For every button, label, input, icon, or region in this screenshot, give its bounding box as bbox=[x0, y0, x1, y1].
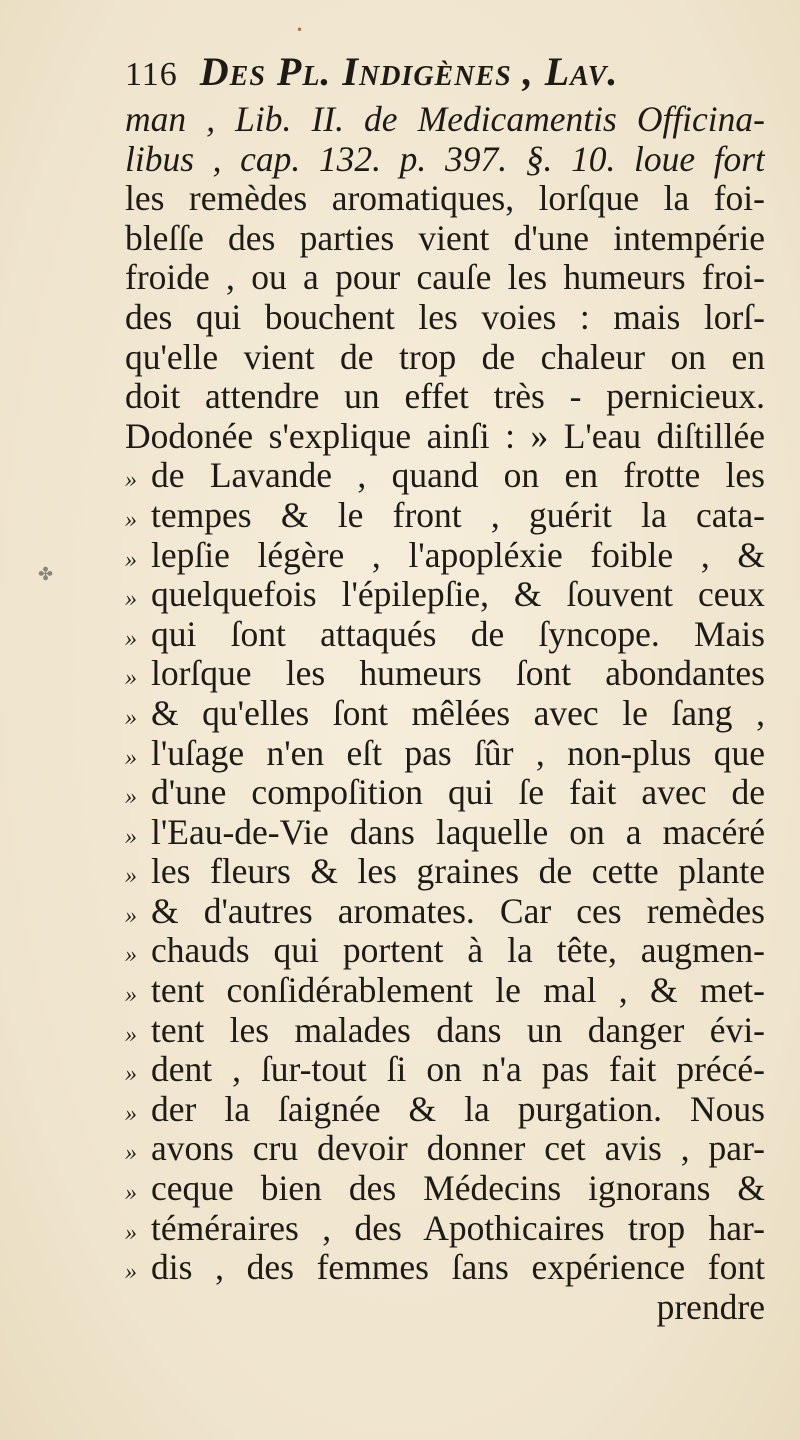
text-line bbox=[125, 179, 765, 219]
text-line bbox=[125, 1090, 765, 1130]
line-text: Dodonée s'explique ainſi : » L'eau diſtillée bbox=[125, 416, 765, 456]
quotation-mark: » bbox=[125, 823, 137, 850]
text-line bbox=[125, 773, 765, 813]
quotation-mark: » bbox=[125, 1021, 137, 1048]
ink-speck-decoration: • bbox=[296, 23, 304, 37]
quotation-mark: » bbox=[125, 586, 137, 613]
line-text: l'Eau-de-Vie dans laquelle on a macéré bbox=[151, 812, 765, 852]
quotation-mark: » bbox=[125, 982, 137, 1009]
line-text: man , Lib. II. de Medicamentis Officina- bbox=[125, 100, 765, 139]
quotation-mark: » bbox=[125, 1061, 137, 1088]
line-text: dis , des femmes ſans expérience font bbox=[151, 1248, 765, 1288]
quotation-mark: » bbox=[125, 625, 137, 652]
line-text: des qui bouchent les voies : mais lorſ- bbox=[125, 297, 765, 337]
line-text: & qu'elles ſont mêlées avec le ſang , bbox=[151, 693, 765, 733]
quotation-mark: » bbox=[125, 942, 137, 969]
text-line bbox=[125, 1129, 765, 1169]
line-text: dent , ſur-tout ſi on n'a pas fait précé- bbox=[151, 1050, 765, 1090]
quotation-mark: » bbox=[125, 1259, 137, 1286]
text-line bbox=[125, 615, 765, 655]
text-line bbox=[125, 298, 765, 338]
quotation-mark: » bbox=[125, 902, 137, 929]
quotation-mark: » bbox=[125, 506, 137, 533]
quotation-mark: » bbox=[125, 784, 137, 811]
text-line bbox=[125, 654, 765, 694]
text-line bbox=[125, 219, 765, 259]
quotation-mark: » bbox=[125, 1140, 137, 1167]
text-line bbox=[125, 1209, 765, 1249]
quotation-mark: » bbox=[125, 665, 137, 692]
line-text: d'une compoſition qui ſe fait avec de bbox=[151, 773, 765, 813]
line-text: bleſſe des parties vient d'une intempérie bbox=[125, 218, 765, 258]
text-line bbox=[125, 813, 765, 853]
quotation-mark: » bbox=[125, 1180, 137, 1207]
line-text: les remèdes aromatiques, lorſque la foi- bbox=[125, 179, 765, 219]
text-line bbox=[125, 1248, 765, 1288]
text-line bbox=[125, 338, 765, 378]
text-line bbox=[125, 892, 765, 932]
line-text: lorſque les humeurs ſont abondantes bbox=[151, 654, 765, 694]
line-text: libus , cap. 132. p. 397. §. 10. loue fort bbox=[125, 139, 765, 179]
text-line bbox=[125, 456, 765, 496]
quotation-mark: » bbox=[125, 467, 137, 494]
page-number: 116 bbox=[125, 56, 178, 93]
quotation-mark: » bbox=[125, 1219, 137, 1246]
line-text: lepſie légère , l'apopléxie foible , & bbox=[151, 535, 765, 575]
quotation-mark: » bbox=[125, 863, 137, 890]
line-text: ceque bien des Médecins ignorans & bbox=[151, 1169, 765, 1209]
quotation-mark: » bbox=[125, 704, 137, 731]
quotation-mark: » bbox=[125, 744, 137, 771]
text-line bbox=[125, 496, 765, 536]
line-text: qu'elle vient de trop de chaleur on en bbox=[125, 337, 765, 377]
text-line bbox=[125, 971, 765, 1011]
text-line bbox=[125, 1169, 765, 1209]
line-text: doit attendre un effet très - pernicieux. bbox=[125, 377, 765, 417]
text-line bbox=[125, 734, 765, 774]
line-text: tent les malades dans un danger évi- bbox=[151, 1010, 765, 1050]
text-line bbox=[125, 852, 765, 892]
text-line bbox=[125, 1011, 765, 1051]
line-text: chauds qui portent à la tête, augmen- bbox=[151, 931, 765, 971]
text-line bbox=[125, 694, 765, 734]
quotation-mark: » bbox=[125, 546, 137, 573]
quotation-mark: » bbox=[125, 1100, 137, 1127]
line-text: téméraires , des Apothicaires trop har- bbox=[151, 1208, 765, 1248]
line-text: quelquefois l'épilepſie, & ſouvent ceux bbox=[151, 575, 765, 615]
line-text: tempes & le front , guérit la cata- bbox=[151, 495, 765, 535]
line-text: l'uſage n'en eſt pas ſûr , non-plus que bbox=[151, 733, 765, 773]
line-text: froide , ou a pour cauſe les humeurs froi- bbox=[125, 258, 765, 298]
line-text: de Lavande , quand on en frotte les bbox=[151, 456, 765, 496]
line-text: avons cru devoir donner cet avis , par- bbox=[151, 1129, 765, 1169]
line-text: & d'autres aromates. Car ces remèdes bbox=[151, 891, 765, 931]
catchword: prendre bbox=[656, 1287, 765, 1327]
margin-stain-decoration: ✤ bbox=[38, 564, 54, 585]
body-text bbox=[125, 100, 765, 1327]
text-line bbox=[125, 140, 765, 180]
text-line bbox=[125, 931, 765, 971]
line-text: der la ſaignée & la purgation. Nous bbox=[151, 1089, 765, 1129]
text-line bbox=[125, 100, 765, 140]
running-title: Des Pl. Indigènes , Lav. bbox=[199, 49, 619, 94]
text-line bbox=[125, 417, 765, 457]
text-line bbox=[125, 575, 765, 615]
text-line bbox=[125, 258, 765, 298]
line-text: qui ſont attaqués de ſyncope. Mais bbox=[151, 614, 765, 654]
line-text: les fleurs & les graines de cette plante bbox=[151, 852, 765, 892]
running-header bbox=[125, 44, 765, 100]
line-text: tent conſidérablement le mal , & met- bbox=[151, 971, 765, 1011]
text-line bbox=[125, 536, 765, 576]
text-line bbox=[125, 1050, 765, 1090]
text-line bbox=[125, 377, 765, 417]
